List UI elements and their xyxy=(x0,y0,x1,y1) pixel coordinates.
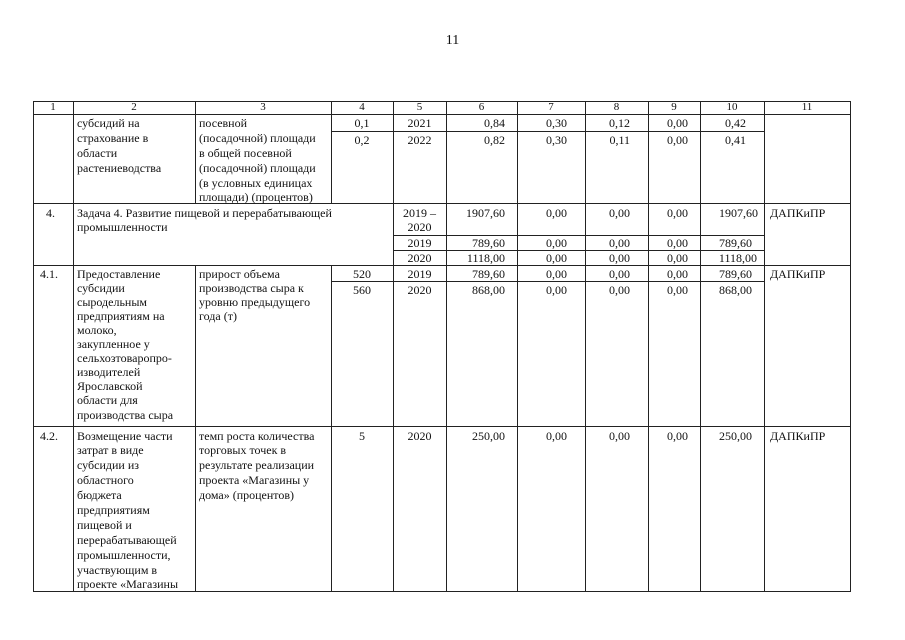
cell-text: результате реализации xyxy=(199,458,315,472)
column-divider xyxy=(331,101,332,591)
task-title: Задача 4. Развитие пищевой и перерабатывающей xyxy=(77,206,332,220)
amount-cell: 0,42 xyxy=(725,116,746,130)
cell-text: посевной xyxy=(199,116,248,130)
cell-text: Возмещение части xyxy=(77,429,173,443)
cell-text: предприятиям на xyxy=(77,309,165,323)
cell-text: (посадочной) площади xyxy=(199,131,316,145)
cell-text: в общей посевной xyxy=(199,146,292,160)
header-cell: 3 xyxy=(260,101,266,113)
year-cell: 2021 xyxy=(407,116,432,130)
column-divider xyxy=(73,101,74,591)
cell-text: участвующим в xyxy=(77,563,158,577)
cell-text: сыродельным xyxy=(77,295,148,309)
amount-cell: 0,11 xyxy=(609,133,630,147)
amount-cell: 1907,60 xyxy=(466,206,505,220)
amount-cell: 250,00 xyxy=(719,429,752,443)
amount-cell: 0,00 xyxy=(546,251,567,265)
amount-cell: 0,00 xyxy=(667,251,688,265)
column-divider xyxy=(517,101,518,591)
period-cell: 2020 xyxy=(407,220,432,234)
cell-text: (посадочной) площади xyxy=(199,161,316,175)
amount-cell: 0,00 xyxy=(546,267,567,281)
amount-cell: 0,00 xyxy=(609,283,630,297)
header-cell: 6 xyxy=(478,101,485,113)
cell-text: затрат в виде xyxy=(77,443,144,457)
amount-cell: 250,00 xyxy=(472,429,505,443)
cell-text: растениеводства xyxy=(77,161,162,175)
amount-cell: 1118,00 xyxy=(466,251,505,265)
page-number: 11 xyxy=(445,33,460,48)
amount-cell: 0,00 xyxy=(609,267,630,281)
year-cell: 2019 xyxy=(407,236,432,250)
amount-cell: 0,00 xyxy=(667,267,688,281)
header-cell: 7 xyxy=(548,101,554,113)
year-cell: 2020 xyxy=(407,283,432,297)
task-title: промышленности xyxy=(77,220,168,234)
cell-text: областного xyxy=(77,473,134,487)
column-divider xyxy=(700,101,701,591)
cell-text: Ярославской xyxy=(77,379,143,393)
amount-cell: 1907,60 xyxy=(719,206,758,220)
amount-cell: 789,60 xyxy=(472,236,505,250)
amount-cell: 0,00 xyxy=(667,206,688,220)
cell-text: страхование в xyxy=(77,131,149,145)
cell-text: производства сыра xyxy=(77,408,174,422)
amount-cell: 0,82 xyxy=(484,133,505,147)
amount-cell: 0,30 xyxy=(546,116,567,130)
cell-text: Предоставление xyxy=(77,267,161,281)
amount-cell: 0,00 xyxy=(667,133,688,147)
amount-cell: 0,00 xyxy=(609,251,630,265)
amount-cell: 789,60 xyxy=(472,267,505,281)
row-number: 4.1. xyxy=(40,267,58,281)
cell-text: промышленности, xyxy=(77,548,171,562)
amount-cell: 789,60 xyxy=(719,267,752,281)
header-cell: 4 xyxy=(359,101,365,113)
amount-cell: 0,84 xyxy=(484,116,505,130)
header-cell: 11 xyxy=(801,101,813,113)
cell-text: области для xyxy=(77,393,138,407)
indicator-value: 5 xyxy=(359,429,365,443)
cell-text: (в условных единицах xyxy=(199,176,313,190)
year-cell: 2020 xyxy=(407,251,432,265)
cell-text: площади) (процентов) xyxy=(199,190,313,204)
cell-text: пищевой и xyxy=(77,518,132,532)
executor-cell: ДАПКиПР xyxy=(770,429,826,443)
table-border-right xyxy=(850,101,851,591)
cell-text: торговых точек в xyxy=(199,443,287,457)
header-cell: 9 xyxy=(671,101,677,113)
column-divider xyxy=(648,101,649,591)
executor-cell: ДАПКиПР xyxy=(770,267,826,281)
cell-text: молоко, xyxy=(77,323,117,337)
cell-text: изводителей xyxy=(77,365,141,379)
cell-text: области xyxy=(77,146,118,160)
cell-text: предприятиям xyxy=(77,503,150,517)
amount-cell: 0,12 xyxy=(609,116,630,130)
amount-cell: 0,00 xyxy=(667,236,688,250)
column-divider xyxy=(446,101,447,591)
cell-text: бюджета xyxy=(77,488,122,502)
table-border-left xyxy=(33,101,34,591)
column-divider xyxy=(393,101,394,591)
cell-text: перерабатывающей xyxy=(77,533,177,547)
period-cell: 2019 – xyxy=(403,206,436,220)
column-divider xyxy=(764,101,765,591)
header-cell: 8 xyxy=(613,101,620,113)
year-cell: 2020 xyxy=(407,429,432,443)
amount-cell: 0,00 xyxy=(667,283,688,297)
year-cell: 2022 xyxy=(407,133,432,147)
amount-cell: 1118,00 xyxy=(718,251,757,265)
executor-cell: ДАПКиПР xyxy=(770,206,826,220)
cell-text: проекта «Магазины у xyxy=(199,473,310,487)
cell-text: прирост объема xyxy=(199,267,280,281)
cell-text: темп роста количества xyxy=(199,429,315,443)
amount-cell: 0,00 xyxy=(667,116,688,130)
indicator-value: 0,2 xyxy=(354,133,370,147)
amount-cell: 0,00 xyxy=(609,236,630,250)
amount-cell: 0,00 xyxy=(546,283,567,297)
cell-text: закупленное у xyxy=(77,337,150,351)
amount-cell: 0,00 xyxy=(546,236,567,250)
indicator-value: 560 xyxy=(353,283,371,297)
column-divider xyxy=(195,101,196,591)
amount-cell: 868,00 xyxy=(472,283,505,297)
header-divider xyxy=(33,114,851,115)
row-number: 4. xyxy=(46,206,55,220)
amount-cell: 868,00 xyxy=(719,283,752,297)
indicator-value: 0,1 xyxy=(354,116,370,130)
cell-text: дома» (процентов) xyxy=(199,488,295,502)
amount-cell: 0,00 xyxy=(609,429,630,443)
column-divider xyxy=(585,101,586,591)
amount-cell: 0,00 xyxy=(546,429,567,443)
amount-cell: 0,00 xyxy=(609,206,630,220)
row-divider xyxy=(331,131,764,132)
amount-cell: 0,00 xyxy=(667,429,688,443)
cell-text: года (т) xyxy=(199,309,237,323)
header-cell: 10 xyxy=(726,101,738,113)
header-cell: 5 xyxy=(416,101,423,113)
header-cell: 1 xyxy=(50,101,56,113)
amount-cell: 789,60 xyxy=(719,236,752,250)
cell-text: производства сыра к xyxy=(199,281,304,295)
year-cell: 2019 xyxy=(407,267,432,281)
cell-text: субсидии xyxy=(77,281,125,295)
cell-text: уровню предыдущего xyxy=(199,295,311,309)
amount-cell: 0,00 xyxy=(546,206,567,220)
cell-text: субсидии из xyxy=(77,458,139,472)
amount-cell: 0,30 xyxy=(546,133,567,147)
indicator-value: 520 xyxy=(353,267,371,281)
cell-text: сельхозтоваропро- xyxy=(77,351,172,365)
row-divider xyxy=(33,426,851,427)
row-number: 4.2. xyxy=(40,429,58,443)
cell-text: проекте «Магазины xyxy=(77,577,179,591)
amount-cell: 0,41 xyxy=(725,133,746,147)
cell-text: субсидий на xyxy=(77,116,140,130)
header-cell: 2 xyxy=(131,101,137,113)
